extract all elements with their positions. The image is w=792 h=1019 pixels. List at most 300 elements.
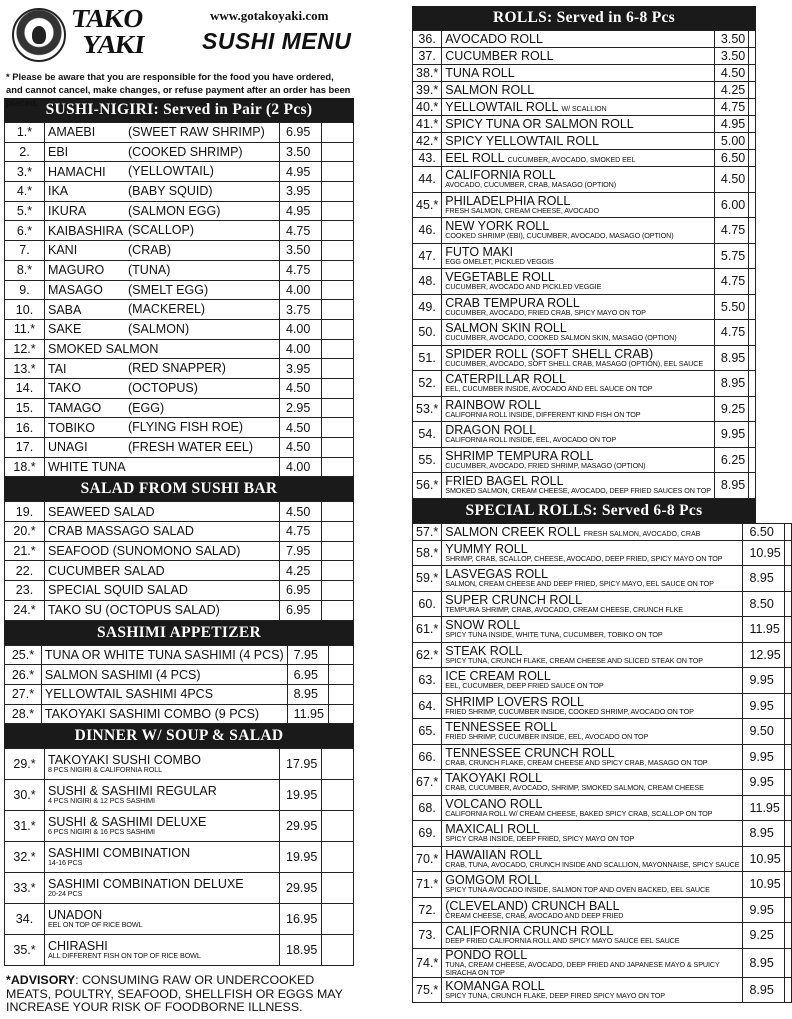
item-name-cell (45, 811, 280, 842)
item-price: 4.95 (280, 162, 322, 182)
section-title-special: SPECIAL ROLLS: Served 6-8 Pcs (412, 499, 756, 523)
sashimi-table (4, 645, 354, 725)
item-number: 16. (5, 418, 45, 438)
item-number: 11.* (5, 319, 45, 339)
item-name-cell (45, 182, 280, 202)
item-name-cell (45, 904, 280, 935)
item-name-cell (442, 192, 715, 218)
menu-item-row (413, 218, 756, 244)
item-name: FUTO MAKI (445, 244, 514, 259)
item-price: 9.25 (714, 396, 748, 422)
item-name-cell (442, 422, 715, 448)
blank-cell (749, 320, 756, 346)
item-name-cell (45, 438, 280, 458)
item-price: 5.75 (714, 243, 748, 269)
item-price: 5.50 (714, 294, 748, 320)
blank-cell (322, 378, 354, 398)
item-name-cell (45, 561, 280, 581)
blank-cell (749, 396, 756, 422)
menu-item-row (413, 566, 792, 592)
menu-item-row (413, 770, 792, 796)
item-number: 30.* (5, 780, 45, 811)
item-price: 4.25 (280, 561, 322, 581)
blank-cell (322, 300, 354, 320)
item-price: 6.25 (714, 447, 748, 473)
blank-cell (322, 123, 354, 143)
menu-item-row (413, 591, 792, 617)
item-description: (YELLOWTAIL) (128, 164, 214, 179)
item-name: SNOW ROLL (445, 618, 521, 633)
item-ingredients: FRIED SHRIMP, CUCUMBER INSIDE, COOKED SHRIMP, AVOCADO ON TOP (445, 706, 694, 716)
item-number: 56.* (413, 473, 442, 499)
item-price: 10.95 (743, 540, 784, 566)
blank-cell (322, 418, 354, 438)
item-name-cell (442, 447, 715, 473)
item-price: 6.95 (287, 665, 329, 685)
item-name: SPECIAL SQUID SALAD (48, 583, 188, 598)
item-number: 20.* (5, 522, 45, 542)
item-ingredients: CALIFORNIA ROLL INSIDE, DIFFERENT KIND FISH ON TOP (445, 409, 641, 419)
item-name-cell (45, 201, 280, 221)
item-price: 4.50 (280, 502, 322, 522)
item-price: 7.95 (280, 541, 322, 561)
item-ingredients: CALIFORNIA ROLL INSIDE, EEL, AVOCADO ON TOP (445, 435, 617, 445)
blank-cell (784, 923, 791, 949)
blank-cell (322, 935, 354, 966)
blank-cell (784, 846, 791, 872)
item-number: 14. (5, 378, 45, 398)
item-price: 4.75 (280, 221, 322, 241)
blank-cell (784, 744, 791, 770)
logo-bottom: YAKI (80, 30, 146, 59)
item-number: 1.* (5, 123, 45, 143)
blank-cell (322, 438, 354, 458)
item-name: TAKOYAKI SASHIMI COMBO (9 PCS) (44, 706, 260, 721)
item-price: 9.95 (743, 770, 784, 796)
menu-item-row (413, 948, 792, 977)
item-name: UNAGI (48, 440, 88, 455)
item-name-cell (442, 872, 743, 898)
item-ingredients: CUCUMBER, AVOCADO, SOFT SHELL CRAB, MASAGO (OPTION), EEL SAUCE (445, 358, 704, 368)
right-column (412, 6, 781, 1016)
advisory-label: *ADVISORY (6, 973, 76, 988)
item-description: (RED SNAPPER) (128, 361, 226, 376)
item-number: 53.* (413, 396, 442, 422)
item-name: KANI (48, 243, 78, 258)
item-number: 41.* (413, 116, 442, 133)
menu-item-row (5, 398, 354, 418)
item-number: 54. (413, 422, 442, 448)
left-column (4, 4, 354, 1016)
item-number: 29.* (5, 749, 45, 780)
menu-item-row (5, 438, 354, 458)
item-number: 25.* (5, 645, 42, 665)
octopus-logo-icon (12, 8, 66, 62)
item-name: LASVEGAS ROLL (445, 567, 549, 582)
item-name-cell (45, 581, 280, 601)
item-name-cell (442, 218, 715, 244)
item-name: SALMON ROLL (445, 83, 535, 97)
item-ingredients: SALMON, CREAM CHEESE AND DEEP FRIED, SPICY MAYO, EEL SAUCE ON TOP (445, 579, 714, 589)
item-price: 8.95 (714, 371, 748, 397)
item-name-cell (45, 935, 280, 966)
menu-item-row (413, 48, 756, 65)
nigiri-table (4, 122, 354, 477)
item-name: MAXICALI ROLL (445, 822, 540, 837)
item-description: (COOKED SHRIMP) (128, 144, 243, 159)
item-name: EBI (48, 145, 69, 160)
item-ingredients: CUCUMBER, AVOCADO, FRIED CRAB, SPICY MAYO ON TOP (445, 307, 646, 317)
blank-cell (322, 241, 354, 261)
blank-cell (749, 473, 756, 499)
item-ingredients: 8 PCS NIGIRI & CALIFORNIA ROLL (48, 765, 163, 775)
item-name: GOMGOM ROLL (445, 873, 542, 888)
item-price: 4.95 (280, 201, 322, 221)
item-name-cell (442, 396, 715, 422)
item-name: SEAWEED SALAD (48, 504, 155, 519)
menu-item-row (413, 243, 756, 269)
item-name-cell (45, 873, 280, 904)
item-price: 29.95 (280, 811, 322, 842)
item-name: UNADON (48, 908, 103, 923)
menu-item-row (5, 749, 354, 780)
item-number: 33.* (5, 873, 45, 904)
item-name-cell (45, 502, 280, 522)
item-number: 62.* (413, 642, 442, 668)
blank-cell (322, 904, 354, 935)
item-name: IKA (48, 184, 69, 199)
item-ingredients: FRIED SHRIMP, CUCUMBER INSIDE, EEL, AVOCADO ON TOP (445, 732, 649, 742)
item-ingredients: EEL, CUCUMBER INSIDE, AVOCADO AND EEL SAUCE ON TOP (445, 384, 653, 394)
item-name: ICE CREAM ROLL (445, 669, 551, 684)
item-price: 4.75 (714, 99, 748, 116)
item-price: 11.95 (743, 617, 784, 643)
item-ingredients: DEEP FRIED CALIFORNIA ROLL AND SPICY MAYO SAUCE EEL SAUCE (445, 936, 680, 946)
item-name-cell (45, 522, 280, 542)
menu-item-row (413, 447, 756, 473)
menu-item-row (5, 541, 354, 561)
menu-item-row (5, 201, 354, 221)
menu-item-row (413, 422, 756, 448)
menu-item-row (413, 320, 756, 346)
item-number: 68. (413, 795, 442, 821)
special-rolls-table (412, 523, 792, 1004)
item-price: 3.95 (280, 182, 322, 202)
item-number: 27.* (5, 684, 42, 704)
item-name: SHRIMP TEMPURA ROLL (445, 448, 594, 463)
item-number: 65. (413, 719, 442, 745)
item-number: 49. (413, 294, 442, 320)
menu-item-row (413, 65, 756, 82)
blank-cell (749, 116, 756, 133)
item-ingredients: 6 PCS NIGIRI & 16 PCS SASHIMI (48, 827, 155, 837)
item-name: SMOKED SALMON (48, 341, 159, 356)
item-name: TUNA OR WHITE TUNA SASHIMI (4 PCS) (44, 647, 284, 662)
blank-cell (329, 665, 354, 685)
page-title: SUSHI MENU (202, 28, 352, 54)
item-number: 55. (413, 447, 442, 473)
item-name-cell (442, 693, 743, 719)
menu-item-row (413, 371, 756, 397)
item-name: SPICY TUNA OR SALMON ROLL (445, 117, 634, 131)
item-name: NEW YORK ROLL (445, 219, 550, 234)
item-ingredients-cont: SIRACHA ON TOP (445, 967, 505, 977)
item-ingredients: CALIFORNIA ROLL W/ CREAM CHEESE, BAKED SPICY CRAB, SCALLOP ON TOP (445, 808, 713, 818)
item-number: 2. (5, 142, 45, 162)
blank-cell (322, 541, 354, 561)
item-name-cell (442, 116, 715, 133)
item-number: 9. (5, 280, 45, 300)
item-price: 18.95 (280, 935, 322, 966)
item-name-cell (45, 359, 280, 379)
item-price: 8.95 (743, 821, 784, 847)
item-number: 3.* (5, 162, 45, 182)
item-price: 10.95 (743, 872, 784, 898)
item-number: 21.* (5, 541, 45, 561)
blank-cell (322, 600, 354, 620)
item-name: STEAK ROLL (445, 643, 523, 658)
blank-cell (784, 540, 791, 566)
menu-item-row (413, 719, 792, 745)
section-title-nigiri: SUSHI-NIGIRI: Served in Pair (2 Pcs) (4, 98, 354, 122)
item-name: DRAGON ROLL (445, 423, 537, 438)
item-ingredients: CRAB, CUCUMBER, AVOCADO, SHRIMP, SMOKED SALMON, CREAM CHEESE (445, 783, 704, 793)
blank-cell (749, 192, 756, 218)
menu-item-row (413, 897, 792, 923)
blank-cell (322, 221, 354, 241)
item-name-cell (45, 221, 280, 241)
item-name: HAMACHI (48, 164, 106, 179)
item-name-cell (45, 162, 280, 182)
item-price: 3.50 (280, 142, 322, 162)
menu-item-row (5, 581, 354, 601)
item-price: 10.95 (743, 846, 784, 872)
item-name: FRIED BAGEL ROLL (445, 474, 564, 489)
item-name-cell (45, 780, 280, 811)
item-description: (SCALLOP) (128, 223, 194, 238)
item-price: 6.00 (714, 192, 748, 218)
item-name: SUPER CRUNCH ROLL (445, 592, 583, 607)
brand-logo-text (66, 6, 149, 58)
menu-item-row (413, 977, 792, 1003)
item-number: 63. (413, 668, 442, 694)
menu-item-row (413, 192, 756, 218)
item-name: EEL ROLL (445, 151, 505, 165)
blank-cell (784, 821, 791, 847)
item-price: 5.00 (714, 133, 748, 150)
item-price: 4.00 (280, 457, 322, 477)
menu-item-row (5, 300, 354, 320)
item-number: 67.* (413, 770, 442, 796)
item-name: CALIFORNIA ROLL (445, 168, 556, 183)
menu-item-row (413, 396, 756, 422)
menu-item-row (413, 523, 792, 540)
item-number: 15. (5, 398, 45, 418)
menu-item-row (5, 221, 354, 241)
menu-item-row (5, 162, 354, 182)
section-title-rolls: ROLLS: Served in 6-8 Pcs (412, 6, 756, 30)
menu-item-row (413, 345, 756, 371)
item-price: 29.95 (280, 873, 322, 904)
item-price: 4.75 (714, 269, 748, 295)
menu-item-row (413, 923, 792, 949)
item-name: YELLOWTAIL ROLL (445, 100, 559, 114)
item-name: KOMANGA ROLL (445, 978, 545, 993)
item-name: CUCUMBER SALAD (48, 563, 165, 578)
item-description: (SMELT EGG) (128, 282, 209, 297)
item-number: 61.* (413, 617, 442, 643)
menu-item-row (5, 280, 354, 300)
item-price: 9.95 (714, 422, 748, 448)
blank-cell (322, 457, 354, 477)
menu-item-row (5, 811, 354, 842)
blank-cell (784, 523, 791, 540)
item-price: 12.95 (743, 642, 784, 668)
blank-cell (749, 243, 756, 269)
menu-item-row (5, 665, 354, 685)
item-number: 6.* (5, 221, 45, 241)
item-name-cell (45, 241, 280, 261)
item-ingredients: EEL ON TOP OF RICE BOWL (48, 920, 143, 930)
item-name: TAKOYAKI SUSHI COMBO (48, 753, 202, 768)
item-name-cell (45, 319, 280, 339)
section-title-salad: SALAD FROM SUSHI BAR (4, 477, 354, 501)
blank-cell (749, 133, 756, 150)
item-name-cell (442, 345, 715, 371)
blank-cell (749, 218, 756, 244)
item-ingredients: TUNA, CREAM CHEESE, AVOCADO, DEEP FRIED AND JAPANESE MAYO & SPUICY (445, 959, 720, 969)
menu-item-row (5, 418, 354, 438)
item-price: 4.50 (280, 418, 322, 438)
item-price: 6.50 (714, 150, 748, 167)
blank-cell (784, 693, 791, 719)
blank-cell (749, 31, 756, 48)
item-number: 8.* (5, 260, 45, 280)
order-notice: * Please be aware that you are responsible for the food you have ordered, and cannot cancel, make changes, or refuse payment after an order has been placed. (6, 71, 351, 108)
item-number: 39.* (413, 82, 442, 99)
item-name-cell (442, 150, 715, 167)
item-number: 47. (413, 243, 442, 269)
item-number: 13.* (5, 359, 45, 379)
blank-cell (322, 561, 354, 581)
item-price: 6.95 (280, 123, 322, 143)
blank-cell (784, 642, 791, 668)
item-name-cell (442, 668, 743, 694)
item-ingredients: COOKED SHRIMP (EBI), CUCUMBER, AVOCADO, MASAGO (OPTION) (445, 231, 674, 241)
menu-item-row (5, 502, 354, 522)
item-name-cell (45, 541, 280, 561)
blank-cell (784, 795, 791, 821)
item-name: VOLCANO ROLL (445, 796, 543, 811)
item-name-cell (442, 82, 715, 99)
menu-item-row (5, 684, 354, 704)
blank-cell (749, 371, 756, 397)
item-number: 19. (5, 502, 45, 522)
item-name-cell (45, 378, 280, 398)
item-name: VEGETABLE ROLL (445, 270, 555, 285)
item-name: TENNESSEE ROLL (445, 720, 558, 735)
item-number: 28.* (5, 704, 42, 724)
item-description: (EGG) (128, 400, 165, 415)
menu-item-row (413, 31, 756, 48)
item-number: 60. (413, 591, 442, 617)
blank-cell (322, 260, 354, 280)
item-name-cell (45, 260, 280, 280)
blank-cell (322, 359, 354, 379)
item-name: HAWAIIAN ROLL (445, 847, 543, 862)
item-name-cell (442, 719, 743, 745)
menu-item-row (413, 693, 792, 719)
menu-item-row (5, 600, 354, 620)
item-name-cell (442, 897, 743, 923)
item-inline-note: CUCUMBER, AVOCADO, SMOKED EEL (507, 157, 636, 164)
blank-cell (322, 398, 354, 418)
item-name-cell (442, 846, 743, 872)
menu-item-row (413, 167, 756, 193)
blank-cell (749, 447, 756, 473)
menu-header (4, 4, 354, 68)
menu-item-row (413, 150, 756, 167)
item-price: 8.95 (287, 684, 329, 704)
item-number: 31.* (5, 811, 45, 842)
item-number: 42.* (413, 133, 442, 150)
item-ingredients: FRESH SALMON, CREAM CHEESE, AVOCADO (445, 205, 599, 215)
item-name: TAI (48, 361, 67, 376)
menu-item-row (5, 780, 354, 811)
item-number: 17. (5, 438, 45, 458)
menu-item-row (5, 260, 354, 280)
item-number: 52. (413, 371, 442, 397)
blank-cell (322, 780, 354, 811)
blank-cell (329, 645, 354, 665)
item-number: 59.* (413, 566, 442, 592)
item-number: 48. (413, 269, 442, 295)
menu-item-row (413, 617, 792, 643)
item-price: 17.95 (280, 749, 322, 780)
item-name-cell (45, 280, 280, 300)
item-name: SALMON CREEK ROLL (445, 524, 581, 539)
menu-item-row (5, 123, 354, 143)
item-name: SASHIMI COMBINATION (48, 846, 191, 861)
menu-item-row (5, 359, 354, 379)
menu-item-row (5, 704, 354, 724)
item-number: 72. (413, 897, 442, 923)
item-number: 32.* (5, 842, 45, 873)
item-name-cell (45, 418, 280, 438)
menu-item-row (5, 319, 354, 339)
item-name: SEAFOOD (SUNOMONO SALAD) (48, 544, 241, 559)
blank-cell (322, 749, 354, 780)
menu-item-row (5, 378, 354, 398)
item-name: YUMMY ROLL (445, 541, 528, 556)
item-number: 26.* (5, 665, 42, 685)
item-ingredients: EGG OMELET, PICKLED VEGGIS (445, 256, 554, 266)
item-name-cell (442, 566, 743, 592)
menu-item-row (413, 642, 792, 668)
item-price: 8.95 (714, 345, 748, 371)
item-ingredients: EEL, CUCUMBER, DEEP FRIED SAUCE ON TOP (445, 681, 604, 691)
item-ingredients: 14-16 PCS (48, 858, 83, 868)
item-name: TAKO SU (OCTOPUS SALAD) (48, 603, 220, 618)
item-name-cell (442, 821, 743, 847)
item-name: CHIRASHI (48, 939, 108, 954)
blank-cell (784, 897, 791, 923)
menu-item-row (413, 116, 756, 133)
item-name: (CLEVELAND) CRUNCH BALL (445, 898, 620, 913)
blank-cell (749, 150, 756, 167)
item-name-cell (41, 645, 287, 665)
item-price: 4.75 (280, 260, 322, 280)
